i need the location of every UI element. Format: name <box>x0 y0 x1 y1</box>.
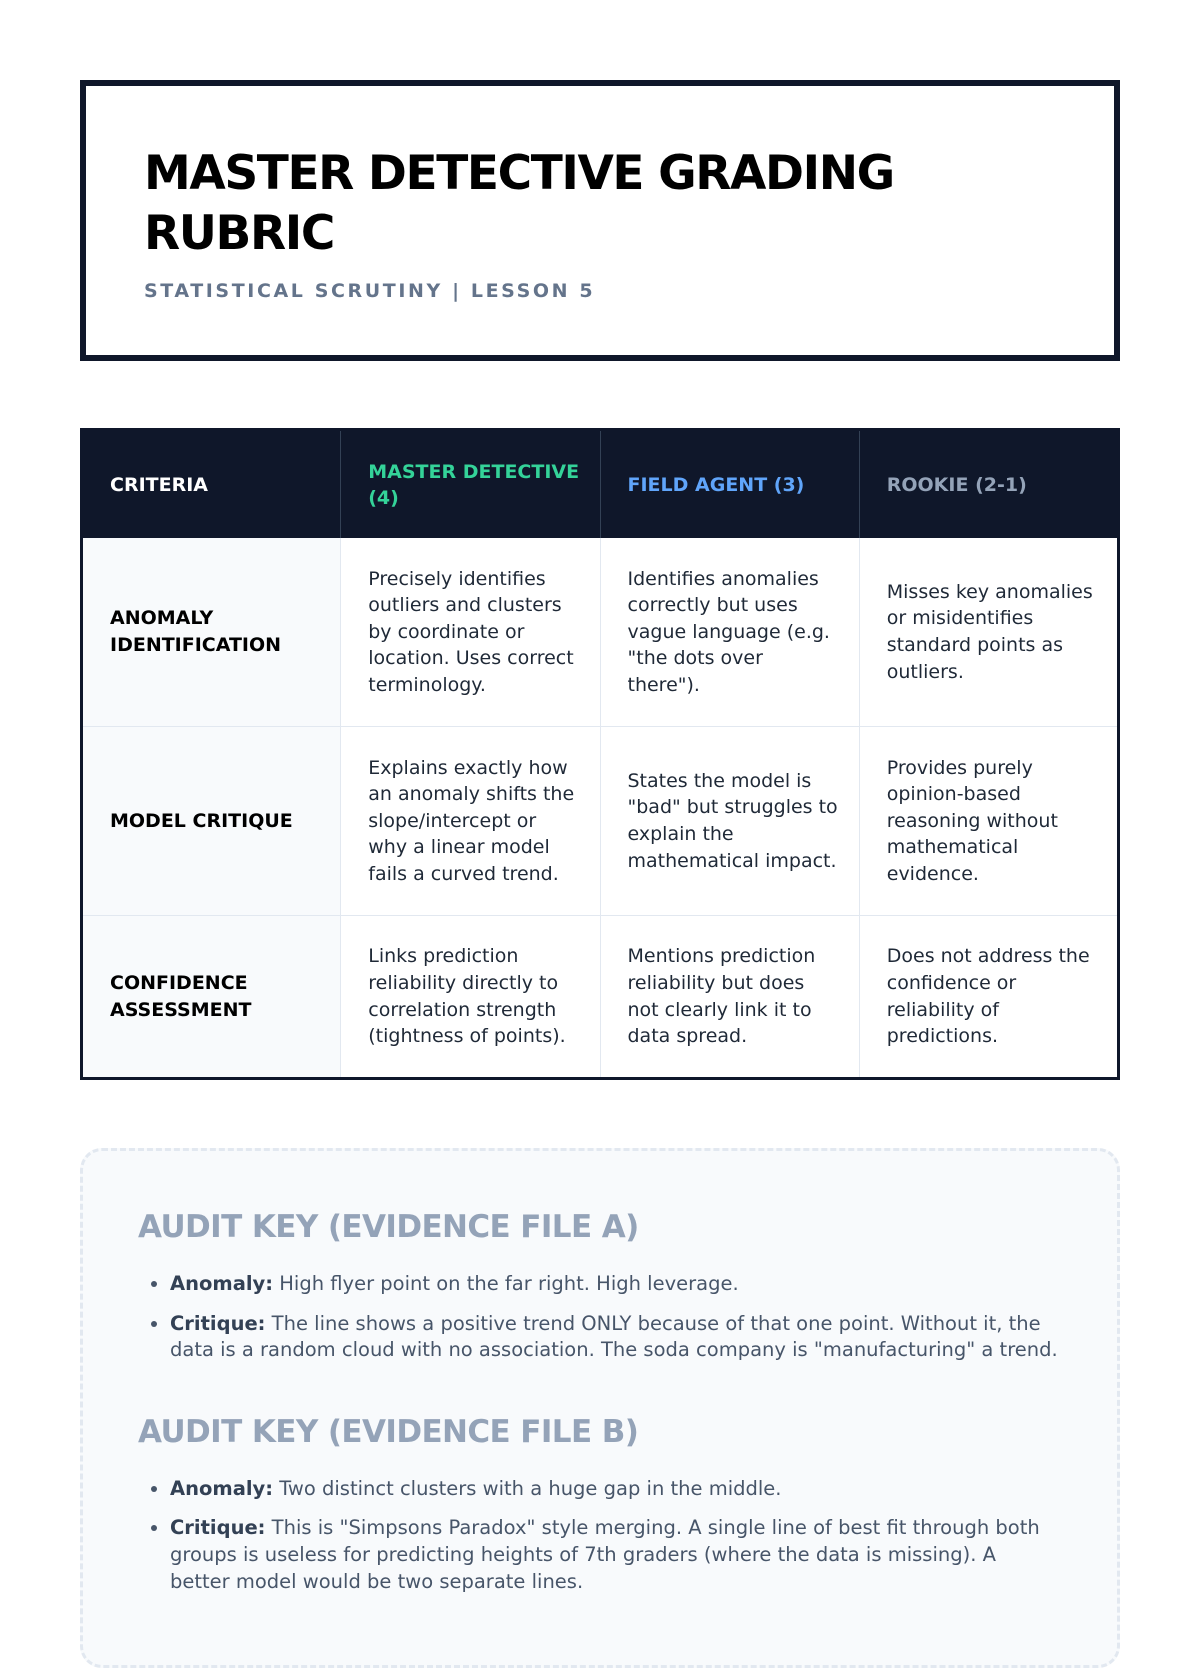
page <box>80 80 1120 1668</box>
list-item <box>170 1515 1059 1595</box>
audit-key-heading: AUDIT KEY (EVIDENCE FILE A) <box>138 1209 639 1245</box>
audit-key-list <box>138 1476 1059 1595</box>
audit-key-panel <box>80 1148 1120 1668</box>
table-row <box>82 727 1119 916</box>
item-label: Critique: <box>170 1311 266 1335</box>
criterion-cell: MODEL CRITIQUE <box>82 727 341 916</box>
audit-key-list <box>138 1271 1059 1364</box>
field-agent-cell: States the model is "bad" but struggles to explain the mathematical impact. <box>600 727 859 916</box>
column-header-criteria: CRITERIA <box>82 430 341 539</box>
list-item <box>170 1311 1059 1364</box>
criterion-cell: ANOMALY IDENTIFICATION <box>82 538 341 727</box>
master-detective-cell: Links prediction reliability directly to correlation strength (tightness of points). <box>341 916 600 1079</box>
rookie-cell: Does not address the confidence or reliability of predictions. <box>859 916 1118 1079</box>
master-detective-cell: Explains exactly how an anomaly shifts the slope/intercept or why a linear model fails a curved trend. <box>341 727 600 916</box>
rookie-cell: Provides purely opinion-based reasoning without mathematical evidence. <box>859 727 1118 916</box>
field-agent-cell: Mentions prediction reliability but does not clearly link it to data spread. <box>600 916 859 1079</box>
rookie-cell: Misses key anomalies or misidentifies standard points as outliers. <box>859 538 1118 727</box>
rubric-table <box>80 428 1120 1080</box>
item-text: This is "Simpsons Paradox" style merging. A single line of best fit through both groups is useless for predicting heights of 7th graders (where the data is missing). A better model would be two separate lines. <box>170 1516 1040 1593</box>
page-title: MASTER DETECTIVE GRADING RUBRIC <box>144 146 894 261</box>
item-text: Two distinct clusters with a huge gap in the middle. <box>273 1476 782 1500</box>
rubric-header-row <box>82 430 1119 539</box>
item-label: Anomaly: <box>170 1272 274 1295</box>
audit-key-file-b <box>138 1410 1059 1595</box>
item-text: High flyer point on the far right. High leverage. <box>273 1272 739 1295</box>
list-item <box>170 1271 1059 1298</box>
criterion-cell: CONFIDENCE ASSESSMENT <box>82 916 341 1079</box>
table-row <box>82 538 1119 727</box>
column-header-field-agent: FIELD AGENT (3) <box>600 430 859 539</box>
field-agent-cell: Identifies anomalies correctly but uses vague language (e.g. "the dots over there"). <box>600 538 859 727</box>
page-subtitle: STATISTICAL SCRUTINY | LESSON 5 <box>144 280 596 302</box>
item-label: Anomaly: <box>170 1476 274 1500</box>
item-label: Critique: <box>170 1516 266 1540</box>
table-row <box>82 916 1119 1079</box>
audit-key-heading: AUDIT KEY (EVIDENCE FILE B) <box>138 1413 639 1450</box>
header-card <box>80 80 1120 361</box>
column-header-rookie: ROOKIE (2-1) <box>859 430 1118 539</box>
master-detective-cell: Precisely identifies outliers and clusters by coordinate or location. Uses correct terminology. <box>341 538 600 727</box>
item-text: The line shows a positive trend ONLY because of that one point. Without it, the data is a random cloud with no association. The soda company is "manufacturing" a trend. <box>170 1311 1058 1362</box>
list-item <box>170 1476 1059 1503</box>
audit-key-file-a <box>138 1205 1059 1364</box>
column-header-master-detective: MASTER DETECTIVE (4) <box>341 430 600 539</box>
